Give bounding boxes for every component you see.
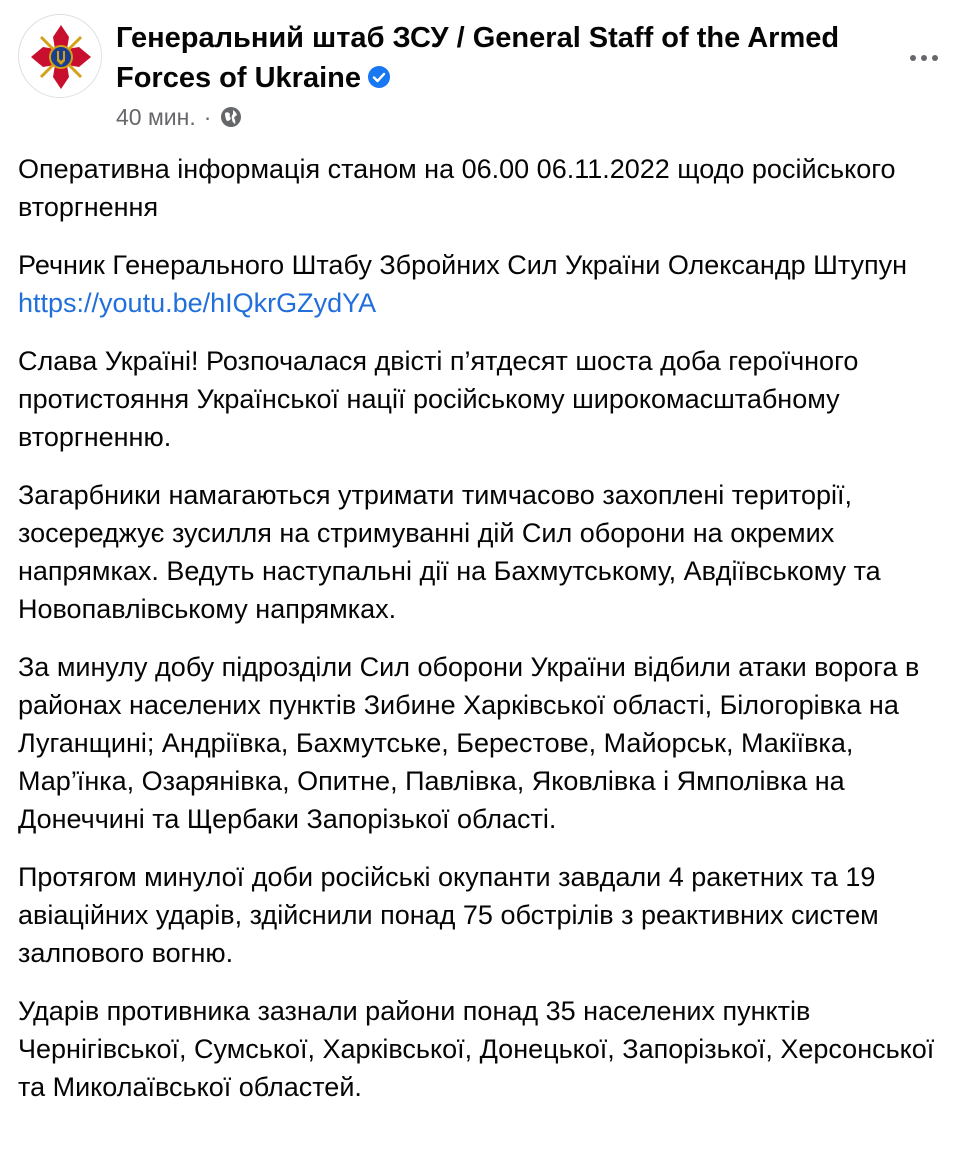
post-paragraph-4: Загарбники намагаються утримати тимчасово захоплені території, зосереджує зусилля на стримуванні дій Сил оборони на окремих напрямках. Ведуть наступальні дії на Бахмутському, Авдіївському та Новопавлівському напрямках.	[18, 480, 881, 624]
post-paragraph-2	[18, 246, 958, 322]
post-header	[18, 14, 958, 134]
more-options-icon-dot	[932, 55, 938, 61]
post-paragraph-3: Слава Україні! Розпочалася двісті п’ятдесят шоста доба героїчного протистояння Української нації російському широкомасштабному вторгненню.	[18, 346, 859, 452]
general-staff-emblem-icon	[19, 15, 102, 98]
post-meta	[116, 102, 243, 132]
page-name-link[interactable]	[116, 18, 896, 98]
meta-separator: ·	[203, 104, 212, 130]
post-paragraph-6: Протягом минулої доби російські окупанти завдали 4 ракетних та 19 авіаційних ударів, здійснили понад 75 обстрілів з реактивних систем залпового вогню.	[18, 862, 879, 968]
post-paragraph-1: Оперативна інформація станом на 06.00 06.11.2022 щодо російського вторгнення	[18, 154, 896, 222]
youtube-link[interactable]: https://youtu.be/hIQkrGZydYA	[18, 288, 377, 318]
more-options-button[interactable]	[904, 38, 944, 78]
verified-badge-icon	[367, 65, 391, 89]
globe-icon[interactable]	[219, 105, 243, 129]
more-options-icon-dot	[910, 55, 916, 61]
page-avatar[interactable]	[18, 14, 102, 98]
post-timestamp[interactable]: 40 мин.	[116, 104, 196, 130]
more-options-icon-dot	[921, 55, 927, 61]
spokesperson-text: Речник Генерального Штабу Збройних Сил України Олександр Штупун	[18, 250, 908, 280]
page-name-text[interactable]: Генеральний штаб ЗСУ / General Staff of the Armed Forces of Ukraine	[116, 22, 840, 94]
post-body	[18, 150, 958, 1126]
post-paragraph-5: За минулу добу підрозділи Сил оборони України відбили атаки ворога в районах населених пунктів Зибине Харківської області, Білогорівка на Луганщині; Андріївка, Бахмутське, Берестове, Майорськ, Макіївка, Мар’їнка, Озарянівка, Опитне, Павлівка, Яковлівка і Ямполівка на Донеччині та Щербаки Запорізької області.	[18, 652, 920, 834]
post-paragraph-7: Ударів противника зазнали райони понад 35 населених пунктів Чернігівської, Сумської, Харківської, Донецької, Запорізької, Херсонської та Миколаївської областей.	[18, 996, 935, 1102]
